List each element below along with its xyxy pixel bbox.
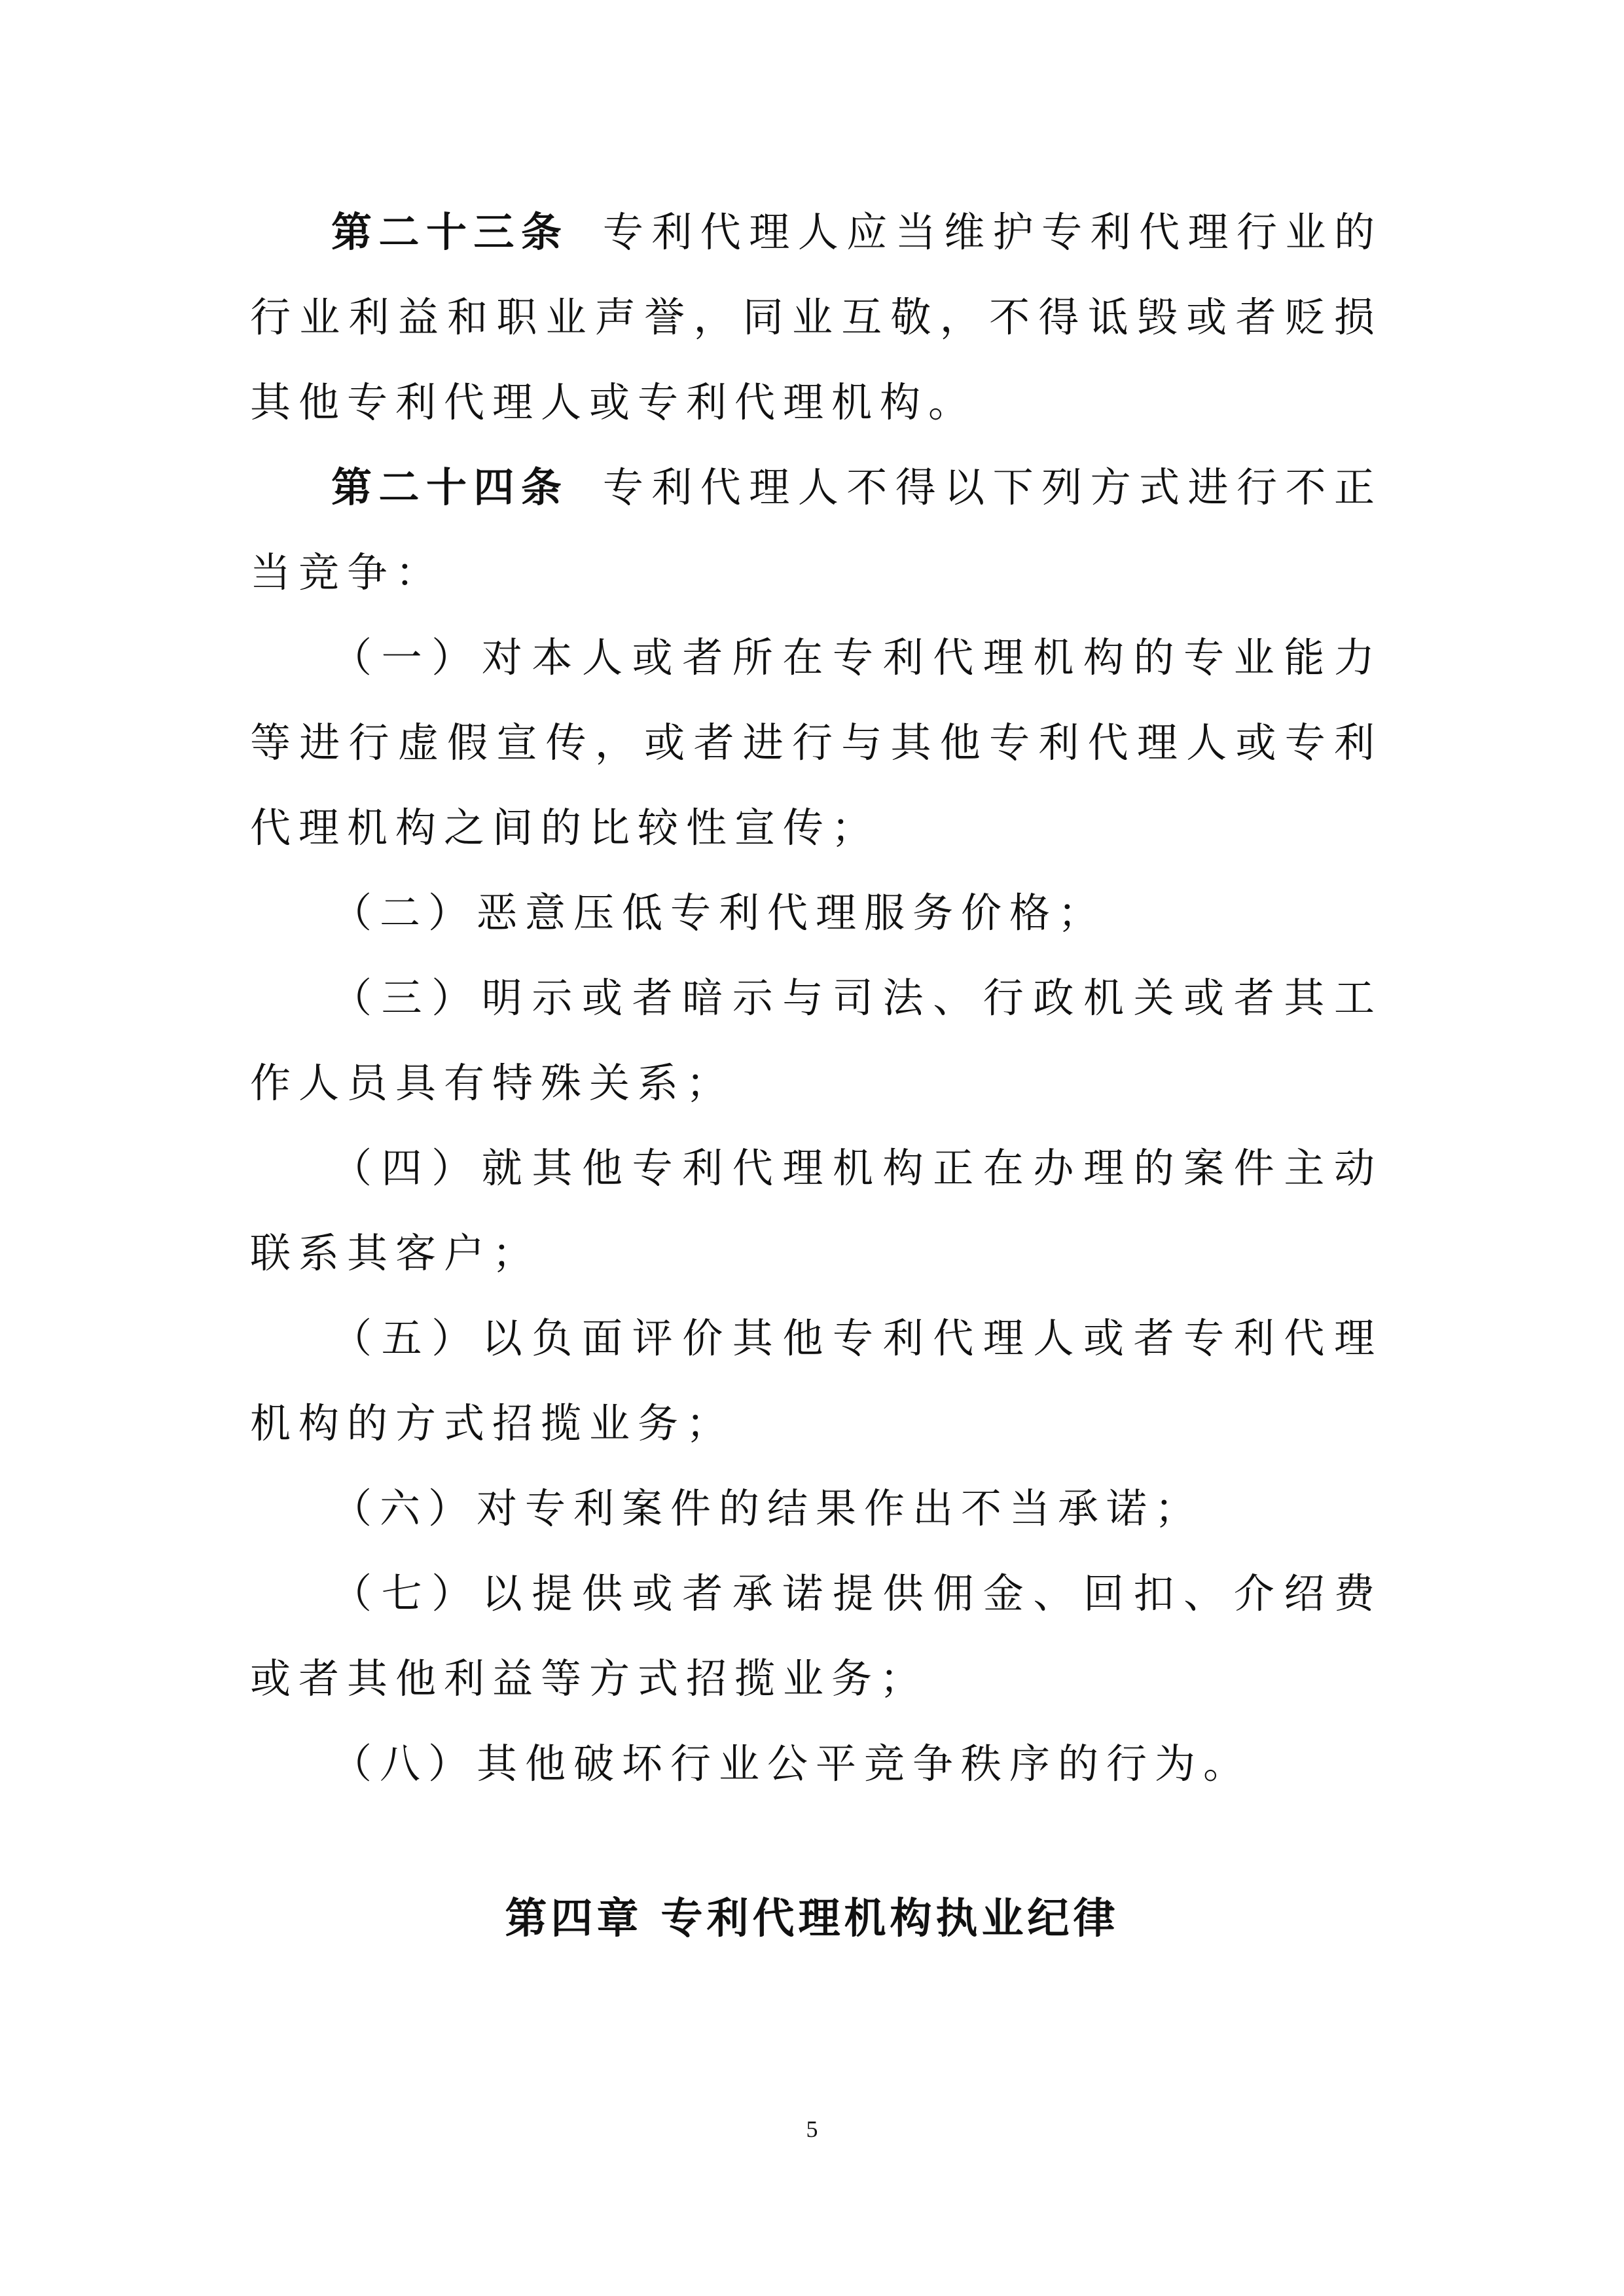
chapter-title: 专利代理机构执业纪律: [660, 1895, 1119, 1943]
article-23-paragraph: [250, 190, 1382, 445]
list-item-3: （三）明示或者暗示与司法、行政机关或者其工作人员具有特殊关系；: [250, 974, 1382, 1107]
list-item-8: （八）其他破坏行业公平竞争秩序的行为。: [331, 1740, 1252, 1787]
article-number: 第二十四条: [331, 463, 569, 511]
article-text: 专利代理人应当维护专利代理行业的行业利益和职业声誉，同业互敬，不得诋毁或者贬损其他专利代理人或专利代理机构。: [250, 208, 1382, 426]
chapter-number: 第四章: [505, 1895, 643, 1943]
page-number: 5: [806, 2116, 818, 2142]
article-text: 专利代理人不得以下列方式进行不正当竞争：: [250, 463, 1382, 596]
list-item-2: （二）恶意压低专利代理服务价格；: [331, 889, 1107, 937]
list-item-1: （一）对本人或者所在专利代理机构的专业能力等进行虚假宣传，或者进行与其他专利代理人或专利代理机构之间的比较性宣传；: [250, 634, 1382, 852]
list-item-7: （七）以提供或者承诺提供佣金、回扣、介绍费或者其他利益等方式招揽业务；: [250, 1570, 1382, 1702]
article-number: 第二十三条: [331, 208, 569, 256]
article-24-paragraph: [250, 445, 1382, 615]
list-item-5: （五）以负面评价其他专利代理人或者专利代理机构的方式招揽业务；: [250, 1314, 1382, 1447]
document-body: [250, 190, 1382, 1806]
list-item-6: （六）对专利案件的结果作出不当承诺；: [331, 1484, 1204, 1532]
list-item-4: （四）就其他专利代理机构正在办理的案件主动联系其客户；: [250, 1144, 1382, 1277]
chapter-heading: [0, 1885, 1624, 1945]
